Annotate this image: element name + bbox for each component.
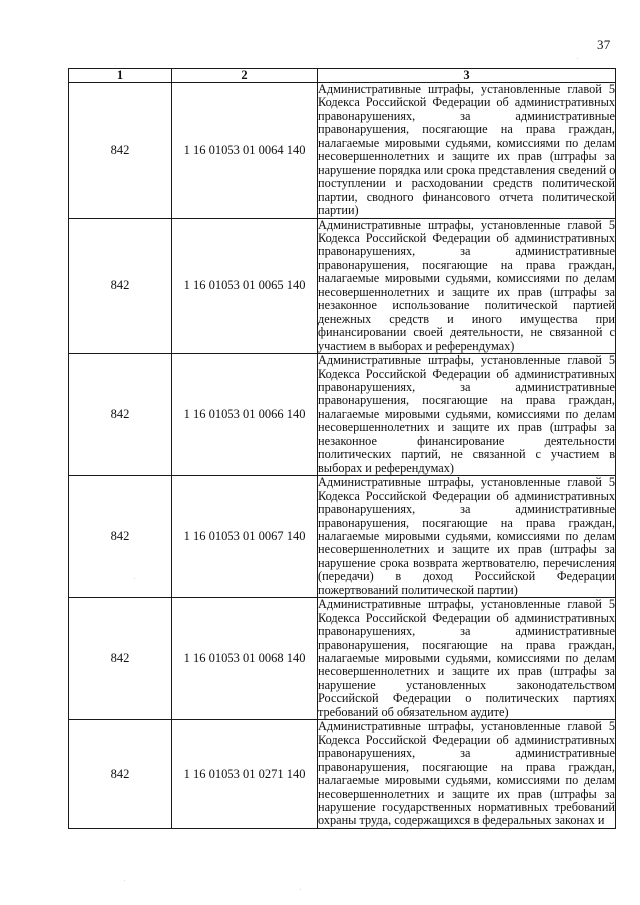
admin-code-cell: 842 [69,476,172,598]
kbk-code-cell: 1 16 01053 01 0068 140 [172,598,318,720]
description-line: правонарушениях, за административные [318,502,615,517]
table-header-row [69,69,616,83]
description-line: участием в выборах и референдумах) [318,338,515,353]
description-line: правонарушения, посягающие на права граждан, [318,122,615,137]
description-line: требований об обязательном аудите) [318,704,509,719]
description-line: налагаемые мировыми судьями, комиссиями по делам [318,135,615,150]
description-line: незаконное использование политической партией [318,298,615,313]
scan-speck [300,889,301,890]
description-cell [318,218,616,354]
budget-codes-table [68,68,616,829]
description-line: нарушение срока возврата жертвователю, перечисления [318,555,615,570]
description-line: несовершеннолетних и защите их прав (штрафы за [318,664,615,679]
description-line: правонарушениях, за административные [318,244,615,259]
description-line: денежных средств и иного имущества при [318,311,615,326]
admin-code-cell: 842 [69,354,172,476]
description-line: правонарушения, посягающие на права граждан, [318,759,615,774]
column-header-3: 3 [318,69,616,83]
admin-code-cell: 842 [69,83,172,219]
table-row [69,354,616,476]
description-line: несовершеннолетних и защите их прав (штрафы за [318,786,615,801]
description-line: Кодекса Российской Федерации об административных [318,732,615,747]
description-line: выборах и референдумах) [318,460,454,475]
scan-speck [134,578,135,579]
description-line: Кодекса Российской Федерации об административных [318,488,615,503]
description-line: нарушение государственных нормативных требований [318,800,615,815]
description-line: Кодекса Российской Федерации об административных [318,366,615,381]
description-line: Административные штрафы, установленные главой 5 [318,82,615,96]
description-line: Кодекса Российской Федерации об административных [318,610,615,625]
description-line: налагаемые мировыми судьями, комиссиями по делам [318,528,615,543]
description-line: пожертвований политической партии) [318,582,518,597]
description-line: несовершеннолетних и защите их прав (штрафы за [318,149,615,164]
description-line: несовершеннолетних и защите их прав (штрафы за [318,420,615,435]
kbk-code-cell: 1 16 01053 01 0064 140 [172,83,318,219]
description-line: партии) [318,203,359,218]
description-line: нарушение установленных законодательством [318,677,615,692]
description-line: финансировании своей деятельности, не связанной с [318,325,615,340]
description-line: правонарушениях, за административные [318,108,615,123]
kbk-code-cell: 1 16 01053 01 0067 140 [172,476,318,598]
table-row [69,218,616,354]
table-row [69,598,616,720]
scan-speck [124,880,125,881]
description-line: налагаемые мировыми судьями, комиссиями по делам [318,651,615,666]
description-line: правонарушениях, за административные [318,746,615,761]
description-cell [318,354,616,476]
table-row [69,720,616,829]
description-line: политических партий, не связанной с участием в [318,447,615,462]
description-line: Административные штрафы, установленные главой 5 [318,475,615,490]
description-line: правонарушениях, за административные [318,624,615,639]
description-cell [318,598,616,720]
scan-speck [577,58,578,59]
description-line: поступлении и расходовании средств политической [318,176,615,191]
description-line: правонарушения, посягающие на права граждан, [318,637,615,652]
admin-code-cell: 842 [69,720,172,829]
kbk-code-cell: 1 16 01053 01 0271 140 [172,720,318,829]
description-line: Кодекса Российской Федерации об административных [318,95,615,110]
kbk-code-cell: 1 16 01053 01 0066 140 [172,354,318,476]
description-line: Кодекса Российской Федерации об административных [318,230,615,245]
description-line: правонарушения, посягающие на права граждан, [318,257,615,272]
description-line: Российской Федерации о политических партиях [318,691,615,706]
description-line: охраны труда, содержащихся в федеральных законах и [318,813,605,828]
admin-code-cell: 842 [69,598,172,720]
description-line: правонарушения, посягающие на права граждан, [318,393,615,408]
page-number: 37 [597,37,611,52]
kbk-code-cell: 1 16 01053 01 0065 140 [172,218,318,354]
table-row [69,476,616,598]
description-line: налагаемые мировыми судьями, комиссиями по делам [318,271,615,286]
table-row [69,83,616,219]
description-line: партии, сводного финансового отчета политической [318,189,615,204]
description-line: Административные штрафы, установленные главой 5 [318,719,615,734]
description-line: правонарушения, посягающие на права граждан, [318,515,615,530]
description-line: правонарушениях, за административные [318,379,615,394]
description-line: налагаемые мировыми судьями, комиссиями по делам [318,406,615,421]
description-line: (передачи) в доход Российской Федерации [318,569,615,584]
description-cell [318,720,616,829]
column-header-2: 2 [172,69,318,83]
admin-code-cell: 842 [69,218,172,354]
description-line: Административные штрафы, установленные главой 5 [318,217,615,232]
description-cell [318,476,616,598]
description-line: нарушение порядка или срока представления сведений о [318,162,616,177]
description-line: Административные штрафы, установленные главой 5 [318,597,615,612]
description-line: налагаемые мировыми судьями, комиссиями по делам [318,773,615,788]
description-cell [318,83,616,219]
column-header-1: 1 [69,69,172,83]
description-line: несовершеннолетних и защите их прав (штрафы за [318,284,615,299]
description-line: несовершеннолетних и защите их прав (штрафы за [318,542,615,557]
description-line: Административные штрафы, установленные главой 5 [318,353,615,368]
table-body [69,83,616,829]
description-line: незаконное финансирование деятельности [318,433,615,448]
